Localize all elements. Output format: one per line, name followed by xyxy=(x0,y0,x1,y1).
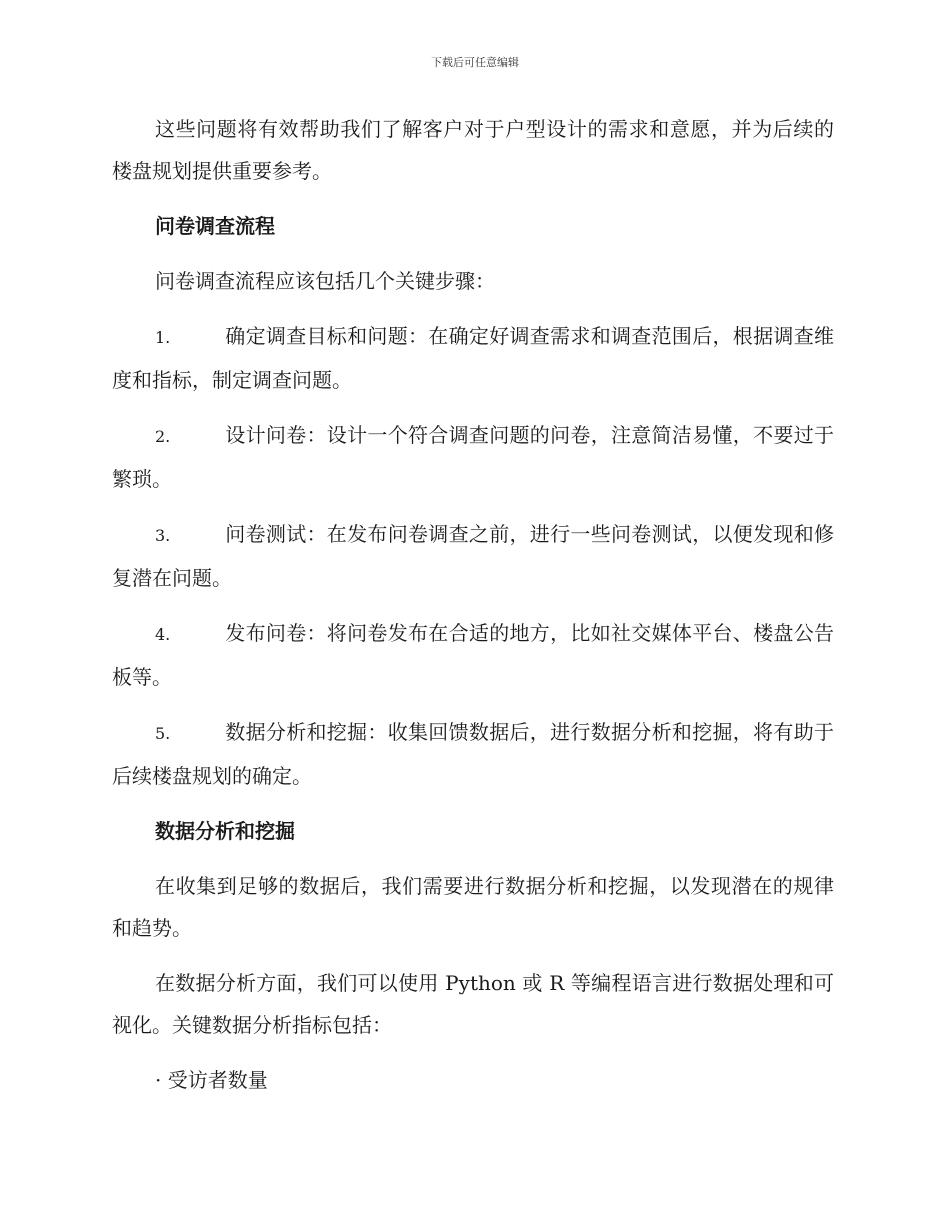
list-item-step-5 xyxy=(112,711,834,797)
list-item-text: 确定调查目标和问题：在确定好调查需求和调查范围后，根据调查维度和指标，制定调查问题。 xyxy=(112,324,834,392)
document-body xyxy=(112,108,834,1101)
page-header: 下载后可任意编辑 xyxy=(431,56,519,69)
list-item-text: 发布问卷：将问卷发布在合适的地方，比如社交媒体平台、楼盘公告板等。 xyxy=(112,621,834,689)
data-analysis-paragraph-2: 在数据分析方面，我们可以使用 Python 或 R 等编程语言进行数据处理和可视化。关键数据分析指标包括： xyxy=(112,971,834,1037)
list-number: 2. xyxy=(155,427,171,446)
list-number: 1. xyxy=(155,328,171,347)
section-heading-survey-process: 问卷调查流程 xyxy=(155,214,275,238)
data-analysis-paragraph-1: 在收集到足够的数据后，我们需要进行数据分析和挖掘，以发现潜在的规律和趋势。 xyxy=(112,874,834,940)
section-heading-data-analysis: 数据分析和挖掘 xyxy=(155,819,295,843)
intro-paragraph: 这些问题将有效帮助我们了解客户对于户型设计的需求和意愿，并为后续的楼盘规划提供重要参考。 xyxy=(112,117,834,183)
list-number: 4. xyxy=(155,625,171,644)
list-item-text: 数据分析和挖掘：收集回馈数据后，进行数据分析和挖掘，将有助于后续楼盘规划的确定。 xyxy=(112,720,834,788)
bullet-item: · 受访者数量 xyxy=(155,1068,268,1092)
list-number: 3. xyxy=(155,526,171,545)
list-item-text: 问卷测试：在发布问卷调查之前，进行一些问卷测试，以便发现和修复潜在问题。 xyxy=(112,522,834,590)
list-item-text: 设计问卷：设计一个符合调查问题的问卷，注意简洁易懂，不要过于繁琐。 xyxy=(112,423,834,491)
list-number: 5. xyxy=(155,724,171,743)
list-item-step-4 xyxy=(112,612,834,698)
list-item-step-2 xyxy=(112,414,834,500)
list-item-step-1 xyxy=(112,315,834,401)
survey-process-intro: 问卷调查流程应该包括几个关键步骤： xyxy=(155,269,495,293)
list-item-step-3 xyxy=(112,513,834,599)
